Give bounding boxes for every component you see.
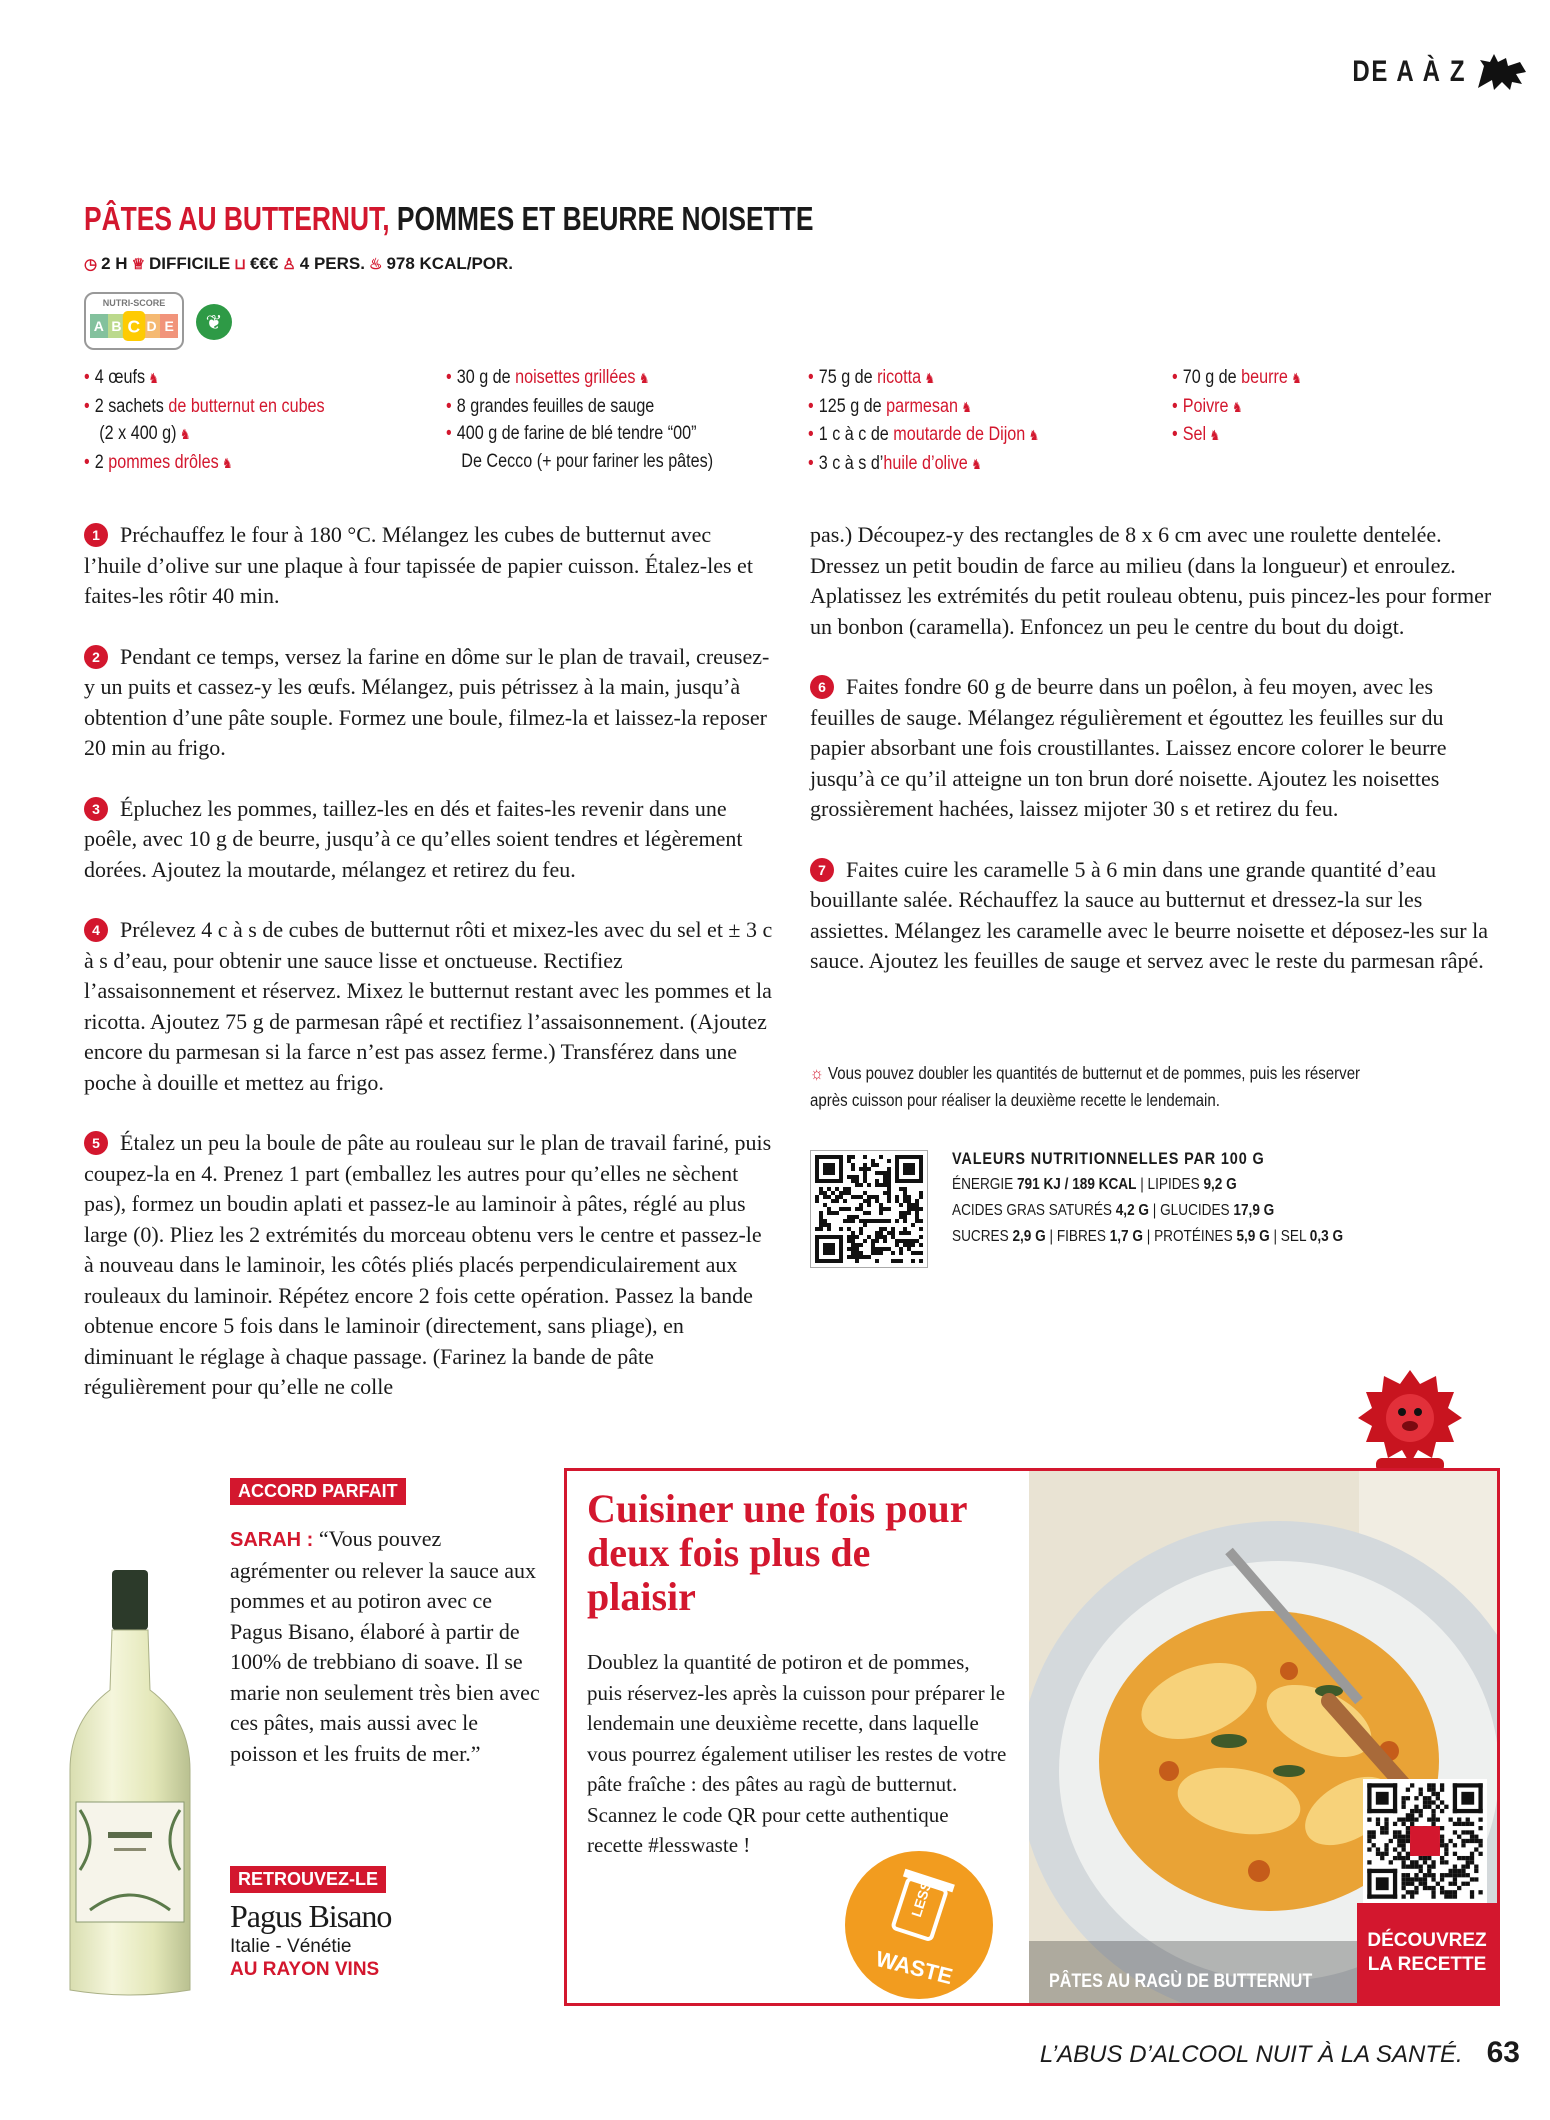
ingredient-text: (2 x 400 g)	[99, 423, 177, 444]
delhaize-lion-icon: ♞	[924, 370, 936, 386]
bullet: •	[446, 367, 452, 388]
recipe-step	[84, 642, 774, 764]
ingredients-column-1	[84, 364, 325, 477]
ingredient-item	[808, 450, 1039, 479]
bullet: •	[808, 395, 814, 417]
ingredient-item	[1172, 364, 1302, 393]
nutriscore-grade-e: E	[160, 314, 178, 338]
ingredient-item	[808, 364, 1039, 393]
nutrient-value: 17,9 G	[1233, 1202, 1275, 1219]
step-text: pas.) Découpez-y des rectangles de 8 x 6 cm avec une roulette dentelée. Dressez un petit boudin de farce au milieu (dans la longueur) et enroulez. Aplatissez les extrémités du petit rouleau obtenu, puis pincez-les pour former un bonbon (caramella). Enfoncez un peu le centre du bout du doigt.	[810, 522, 1492, 639]
step-text: Préchauffez le four à 180 °C. Mélangez les cubes de butternut avec l’huile d’olive sur une plaque à four tapissée de papier cuisson. Étalez-les et faites-les rôtir 40 min.	[84, 522, 753, 608]
recipe-meta	[84, 254, 513, 274]
ingredient-text: 400 g de farine de blé tendre “00”	[456, 423, 697, 444]
recipe-step	[810, 855, 1500, 977]
delhaize-lion-icon: ♞	[148, 370, 160, 386]
ingredient-item	[446, 393, 713, 421]
ingredient-item	[84, 364, 325, 393]
recipe-kcal: 978 KCAL/POR.	[386, 254, 514, 273]
qr-code-recipe[interactable]	[1363, 1779, 1487, 1903]
ingredient-product-link[interactable]: ricotta	[877, 367, 922, 388]
ingredient-item	[446, 448, 713, 476]
nutriscore-badge	[84, 292, 184, 350]
bullet: •	[84, 395, 90, 417]
step-number: 6	[810, 675, 834, 699]
badge-top-text: LESS	[908, 1879, 935, 1919]
ingredients-column-2	[446, 364, 713, 475]
recipe-step	[84, 794, 774, 886]
ingredient-text: De Cecco (+ pour fariner les pâtes)	[461, 450, 714, 472]
recipe-step	[810, 520, 1500, 642]
ingredient-item	[808, 421, 1039, 450]
nutrient-value: 5,9 G	[1236, 1228, 1270, 1245]
wine-region: Italie - Vénétie	[230, 1936, 352, 1957]
step-text: Étalez un peu la boule de pâte au rouleau sur le plan de travail fariné, puis coupez-la en 4. Prenez 1 part (emballez les autres pour qu’elles ne sèchent pas), formez un boudin aplati et passez-le au laminoir à pâtes, réglé au plus large (0). Pliez les 2 extrémités du morceau obtenu vers le centre et passez-le à nouveau dans le laminoir, les côtés pliés placés perpendiculairement aux rouleaux du laminoir. Répétez encore 2 fois cette opération. Passez la bande obtenue encore 5 fois dans le laminoir (directement, sans pliage), en diminuant le réglage à chaque passage. (Farinez la bande de pâte régulièrement pour qu’elle ne colle	[84, 1130, 772, 1399]
nutrient-value: 791 KJ / 189 KCAL	[1016, 1176, 1137, 1193]
bullet: •	[1172, 424, 1178, 445]
step-text: Faites fondre 60 g de beurre dans un poêlon, à feu moyen, avec les feuilles de sauge. Mélangez régulièrement et égouttez les feuilles sur du papier absorbant une fois croustillantes. Laissez encore colorer le beurre jusqu’à ce qu’il atteigne un ton brun doré noisette. Ajoutez les noisettes grossièrement hachées, laissez mijoter 30 s et retirez du feu.	[810, 674, 1447, 821]
nutrition-heading: VALEURS NUTRITIONNELLES PAR 100 G	[952, 1149, 1265, 1168]
photo-caption: PÂTES AU RAGÙ DE BUTTERNUT	[1049, 1971, 1313, 1992]
step-text: Prélevez 4 c à s de cubes de butternut rôti et mixez-les avec du sel et ± 3 c à s d’eau, pour obtenir une sauce lisse et onctueuse. Rectifiez l’assaisonnement et réservez. Mixez le butternut restant avec les pommes et la ricotta. Ajoutez 75 g de parmesan râpé et rectifiez l’assaisonnement. (Ajoutez encore du parmesan si la farce n’est pas assez ferme.) Transférez dans une poche à douille et mettez au frigo.	[84, 917, 773, 1095]
nutriscore-scale	[90, 314, 178, 338]
ingredient-item	[446, 364, 713, 393]
delhaize-lion-icon: ♞	[222, 454, 233, 471]
flame-icon: ♨	[368, 256, 383, 273]
pairing-tag: ACCORD PARFAIT	[230, 1478, 406, 1505]
page-number: 63	[1486, 2036, 1520, 2069]
nutriscore-grade-d: D	[143, 314, 161, 338]
tip-text: Vous pouvez doubler les quantités de butternut et de pommes, puis les réserver après cuisson pour réaliser la deuxième recette le lendemain.	[810, 1063, 1361, 1110]
bullet: •	[446, 395, 452, 417]
recipe-step	[84, 1128, 774, 1403]
recipe-persons: 4 PERS.	[299, 254, 365, 273]
nutrient-name: SEL	[1280, 1228, 1310, 1245]
ingredient-item	[84, 393, 325, 421]
delhaize-lion-icon: ♞	[179, 426, 191, 442]
delhaize-lion-icon: ♞	[1028, 427, 1040, 443]
delhaize-lion-icon: ♞	[1291, 370, 1302, 386]
ingredient-product-link[interactable]: Sel	[1182, 424, 1207, 445]
bullet: •	[84, 451, 90, 473]
wine-bottle-image	[60, 1570, 200, 2000]
step-number: 5	[84, 1131, 108, 1155]
step-number: 7	[810, 858, 834, 882]
ingredient-text: 3 c à s d’	[818, 452, 884, 474]
nutrition-table	[952, 1146, 1343, 1250]
ingredient-text: 4 œufs	[94, 367, 146, 388]
lightbulb-icon: ☼	[810, 1063, 824, 1083]
delhaize-lion-icon: ♞	[1209, 427, 1221, 443]
step-text: Faites cuire les caramelle 5 à 6 min dans une grande quantité d’eau bouillante salée. Réchauffez la sauce au butternut et dressez-la sur les assiettes. Mélangez les caramelle avec le beurre noisette et déposez-les sur la sauce. Ajoutez les feuilles de sauge et servez avec le reste du parmesan râpé.	[810, 856, 1489, 973]
step-number: 1	[84, 523, 108, 547]
step-number: 4	[84, 918, 108, 942]
ingredient-product-link[interactable]: huile d’olive	[883, 452, 968, 474]
separator: |	[1142, 1228, 1155, 1245]
find-it-tag: RETROUVEZ-LE	[230, 1866, 386, 1893]
bullet: •	[808, 424, 814, 445]
wine-shelf: AU RAYON VINS	[230, 1959, 380, 1980]
vegetarian-leaf-icon: ❦	[196, 304, 232, 340]
ingredient-text: 125 g de	[818, 395, 887, 417]
ingredient-product-link[interactable]: moutarde de Dijon	[893, 424, 1026, 445]
brand-header	[1324, 52, 1528, 92]
nutrient-value: 1,7 G	[1109, 1228, 1143, 1245]
ingredient-text: 30 g de	[456, 367, 516, 388]
recipe-difficulty: DIFFICILE	[149, 254, 231, 273]
lesswaste-badge	[845, 1851, 993, 1999]
ingredient-item	[1172, 421, 1302, 450]
nutriscore-grade-a: A	[90, 314, 108, 338]
recipe-price: €€€	[249, 254, 279, 273]
recipe-time: 2 H	[101, 254, 128, 273]
recipe-title	[84, 200, 813, 238]
nutrient-name: ÉNERGIE	[952, 1176, 1017, 1193]
recipe-step	[810, 672, 1500, 825]
bullet: •	[1172, 367, 1178, 388]
pairing-quote-text: “Vous pouvez agrémenter ou relever la sauce aux pommes et au potiron avec ce Pagus Bisano, élaboré à partir de 100% de trebbiano di soave. Il se marie non seulement très bien avec ces pâtes, mais aussi avec le poisson et les fruits de mer.”	[230, 1526, 540, 1766]
wine-name: Pagus Bisano	[230, 1898, 392, 1934]
delhaize-lion-icon: ♞	[638, 370, 650, 386]
bullet: •	[84, 367, 90, 388]
bullet: •	[808, 452, 814, 474]
nutrient-value: 0,3 G	[1309, 1228, 1344, 1245]
nutriscore-grade-b: B	[108, 314, 126, 338]
recipe-step	[84, 520, 774, 612]
ingredient-product-link[interactable]: noisettes grillées	[515, 367, 636, 388]
nutriscore-grade-c: C	[123, 311, 145, 341]
ingredient-text: 2	[94, 451, 109, 473]
delhaize-lion-icon: ♞	[1231, 398, 1243, 415]
recipe-step	[84, 915, 774, 1098]
wine-info	[230, 1898, 391, 1981]
recipe-title-highlight: PÂTES AU BUTTERNUT,	[84, 200, 390, 237]
separator: |	[1149, 1202, 1161, 1219]
step-text: Pendant ce temps, versez la farine en dôme sur le plan de travail, creusez-y un puits et cassez-y les œufs. Mélangez, puis pétrissez à la main, jusqu’à obtention d’une pâte souple. Formez une boule, filmez-la et laissez-la reposer 20 min au frigo.	[84, 643, 770, 760]
ingredient-product-link[interactable]: de butternut en cubes	[168, 395, 325, 417]
steps-column-left	[84, 520, 774, 1433]
ingredients-column-4	[1172, 364, 1302, 450]
clock-icon: ◷	[84, 256, 98, 273]
nutrient-value: 2,9 G	[1012, 1228, 1046, 1245]
nutrient-value: 4,2 G	[1115, 1202, 1150, 1219]
nutrient-name: FIBRES	[1056, 1228, 1110, 1245]
separator: |	[1269, 1228, 1281, 1245]
persons-icon: ♙	[282, 256, 296, 273]
ingredients-column-3	[808, 364, 1039, 478]
delhaize-lion-icon: ♞	[961, 398, 973, 415]
ingredient-product-link[interactable]: pommes drôles	[108, 451, 219, 473]
ingredient-item	[808, 393, 1039, 422]
ingredient-product-link[interactable]: Poivre	[1182, 395, 1229, 417]
pairing-author: SARAH :	[230, 1529, 314, 1551]
alcohol-warning: L’ABUS D’ALCOOL NUIT À LA SANTÉ.	[1039, 2041, 1463, 2068]
chef-hat-icon: ♕	[131, 256, 146, 273]
nutrition-line	[952, 1224, 1343, 1250]
separator: |	[1045, 1228, 1057, 1245]
badge-bottom-text: WASTE	[873, 1945, 956, 1990]
step-number: 2	[84, 645, 108, 669]
lion-logo-icon	[1476, 52, 1528, 92]
lion-mascot-icon	[1350, 1362, 1470, 1472]
steps-column-right	[810, 520, 1500, 1007]
nutrient-name: SUCRES	[952, 1228, 1013, 1245]
ingredient-item	[84, 449, 325, 478]
nutrition-line	[952, 1198, 1343, 1224]
ingredient-text: 1 c à c de	[818, 424, 894, 445]
nutriscore-label: NUTRI-SCORE	[102, 298, 166, 308]
nutrient-value: 9,2 G	[1203, 1176, 1237, 1193]
recipe-title-rest: POMMES ET BEURRE NOISETTE	[396, 200, 814, 237]
bullet: •	[446, 423, 452, 444]
ingredient-text: 2 sachets	[94, 395, 169, 417]
qr-code-nutrition[interactable]	[810, 1150, 928, 1268]
bullet: •	[1172, 395, 1178, 417]
nutrient-name: LIPIDES	[1147, 1176, 1204, 1193]
ingredient-item	[1172, 393, 1302, 422]
step-text: Épluchez les pommes, taillez-les en dés et faites-les revenir dans une poêle, avec 10 g de beurre, jusqu’à ce qu’elles soient tendres et légèrement dorées. Ajoutez la moutarde, mélangez et retirez du feu.	[84, 795, 743, 882]
brand-title: DE A À Z	[1352, 55, 1466, 88]
nutrient-name: GLUCIDES	[1160, 1202, 1234, 1219]
bullet: •	[808, 367, 814, 388]
ingredient-text: 8 grandes feuilles de sauge	[456, 395, 655, 417]
basket-icon: ⊔	[234, 256, 246, 273]
delhaize-lion-icon: ♞	[971, 455, 982, 472]
nutrition-line	[952, 1172, 1343, 1198]
promo-title: Cuisiner une fois pour deux fois plus de plaisir	[587, 1486, 967, 1619]
step-number: 3	[84, 797, 108, 821]
lesswaste-promo	[564, 1468, 1500, 2006]
ingredient-item	[84, 420, 325, 449]
ingredient-text: 75 g de	[818, 367, 878, 388]
ingredient-product-link[interactable]: beurre	[1241, 367, 1288, 388]
promo-body: Doublez la quantité de potiron et de pommes, puis réservez-les après la cuisson pour préparer le lendemain une deuxième recette, dans laquelle vous pourrez également utiliser les restes de votre pâte fraîche : des pâtes au ragù de butternut. Scannez le code QR pour cette authentique recette #lesswaste !	[587, 1650, 1007, 1857]
ingredient-text: 70 g de	[1182, 367, 1242, 388]
ingredient-product-link[interactable]: parmesan	[886, 395, 958, 417]
nutrient-name: ACIDES GRAS SATURÉS	[952, 1202, 1116, 1219]
nutrient-name: PROTÉINES	[1154, 1228, 1237, 1245]
separator: |	[1136, 1176, 1148, 1193]
pairing-quote	[230, 1524, 540, 1769]
ingredient-item	[446, 420, 713, 448]
discover-recipe-button[interactable]: DÉCOUVREZ LA RECETTE	[1357, 1903, 1497, 2003]
page-footer	[1040, 2036, 1520, 2070]
tip-note	[810, 1060, 1378, 1114]
